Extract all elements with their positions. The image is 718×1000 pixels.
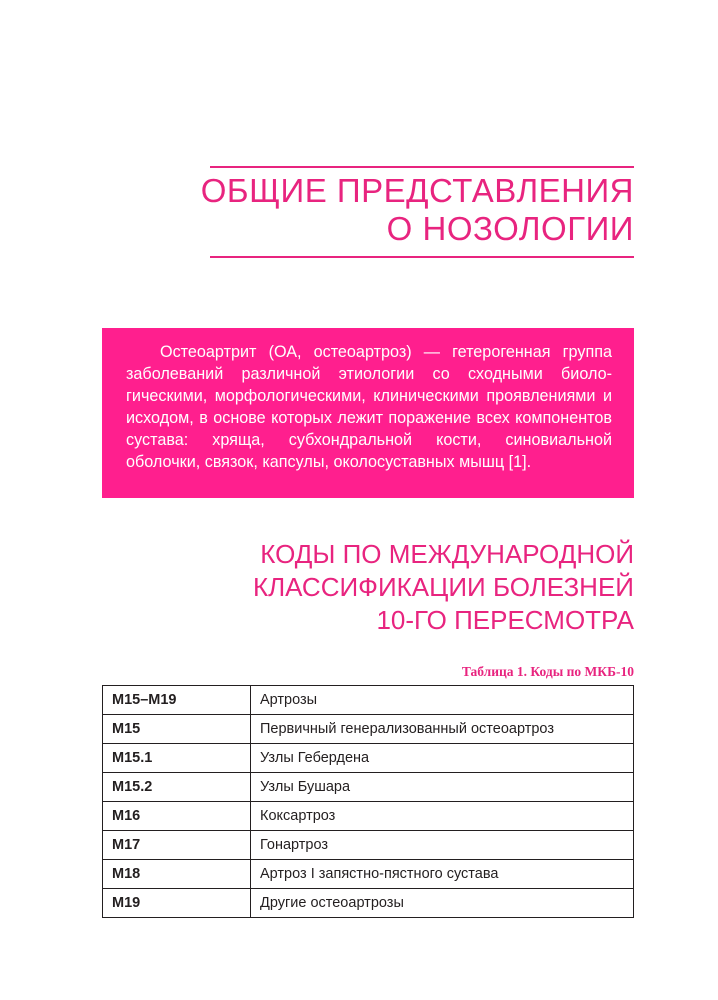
section-title-line: ОБЩИЕ ПРЕДСТАВЛЕНИЯ — [200, 172, 634, 209]
icd-codes-table — [102, 685, 634, 918]
table-caption: Таблица 1. Коды по МКБ-10 — [461, 664, 634, 679]
section-title-line: О НОЗОЛОГИИ — [386, 210, 634, 247]
code-cell: M15–M19 — [103, 686, 251, 715]
icd-title-line: КОДЫ ПО МЕЖДУНАРОДНОЙ — [260, 539, 634, 569]
definition-callout — [102, 328, 634, 498]
code-cell: M15.1 — [103, 744, 251, 773]
table-row — [103, 715, 634, 744]
description-cell: Первичный генерализованный остеоартроз — [251, 715, 634, 744]
description-cell: Артрозы — [251, 686, 634, 715]
description-cell: Гонартроз — [251, 831, 634, 860]
description-cell: Узлы Бушара — [251, 773, 634, 802]
description-cell: Узлы Гебердена — [251, 744, 634, 773]
code-cell: M19 — [103, 889, 251, 918]
description-cell: Другие остеоартрозы — [251, 889, 634, 918]
description-cell: Артроз I запястно-пястного сустава — [251, 860, 634, 889]
icd-title-line: 10-ГО ПЕРЕСМОТРА — [376, 605, 634, 635]
description-cell: Коксартроз — [251, 802, 634, 831]
table-row — [103, 889, 634, 918]
icd-title-line: КЛАССИФИКАЦИИ БОЛЕЗНЕЙ — [252, 572, 634, 602]
section-title — [150, 172, 634, 248]
code-cell: M17 — [103, 831, 251, 860]
table-row — [103, 860, 634, 889]
code-cell: M15.2 — [103, 773, 251, 802]
title-top-rule — [210, 166, 634, 168]
table-row — [103, 744, 634, 773]
definition-text: Остеоартрит (ОА, остеоартроз) — гетерогенная группа заболеваний различной этиологии со сходными биологическими, морфологическими, клиническими проявлениями и исходом, в основе которых лежит поражение всех компонентов сустава: хряща, субхондральной кости, синовиальной оболочки, связок, капсулы, околосуставных мышц [1]. — [126, 343, 612, 471]
table-row — [103, 773, 634, 802]
title-bottom-rule — [210, 256, 634, 258]
icd-section-title — [130, 538, 634, 637]
table-row — [103, 686, 634, 715]
table-row — [103, 831, 634, 860]
table-row — [103, 802, 634, 831]
code-cell: M18 — [103, 860, 251, 889]
code-cell: M16 — [103, 802, 251, 831]
code-cell: M15 — [103, 715, 251, 744]
